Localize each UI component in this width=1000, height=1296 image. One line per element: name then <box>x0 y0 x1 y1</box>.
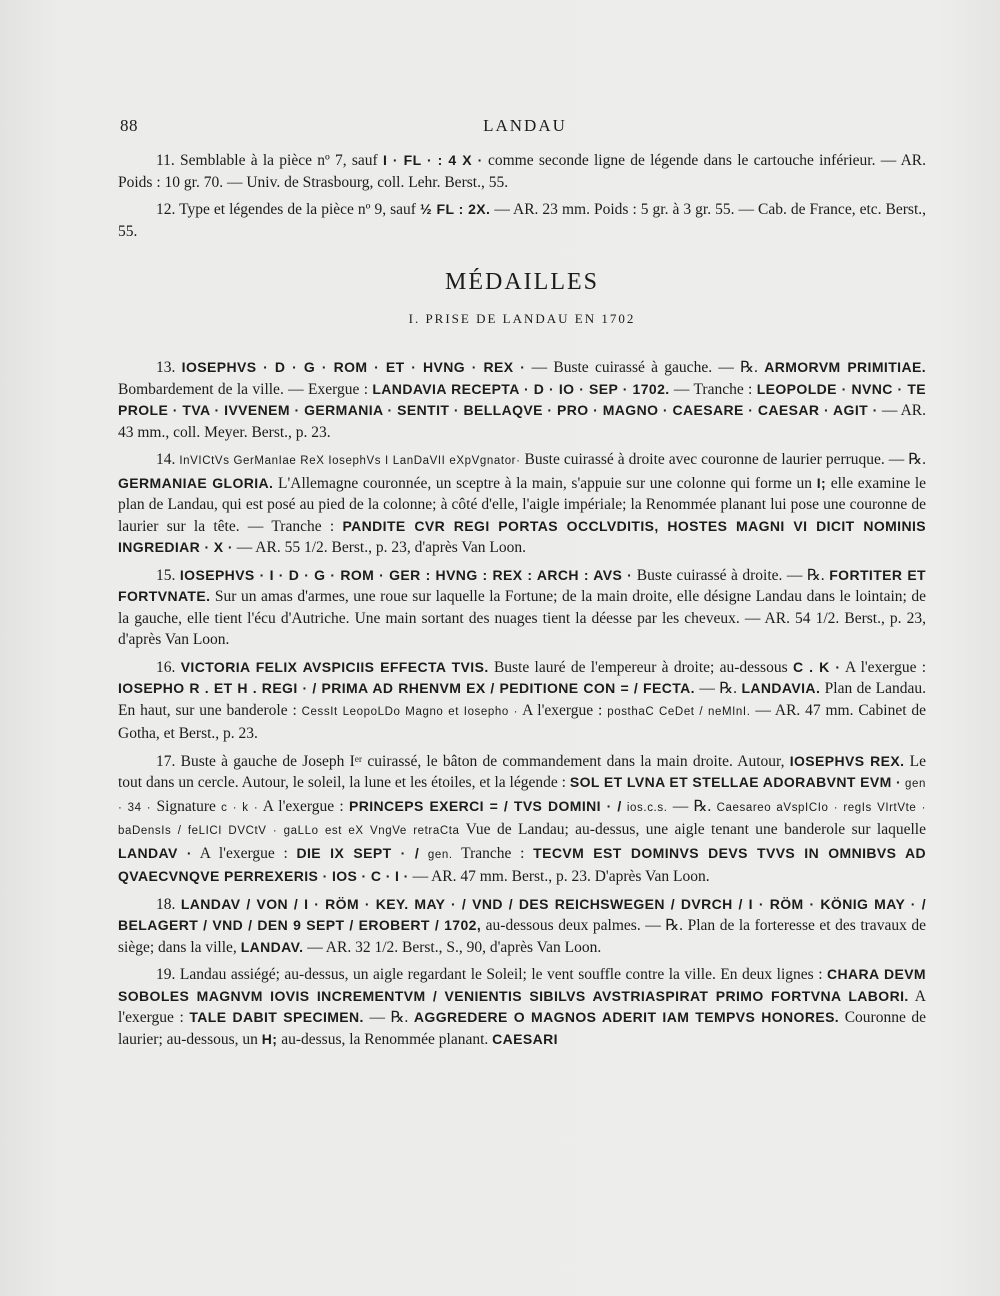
legend-text: DIE IX SEPT · / <box>296 844 420 861</box>
entry-text: Bombardement de la ville. — Exergue : <box>118 380 368 398</box>
entry-14 <box>118 449 926 559</box>
entry-text: A l'exergue : <box>522 701 603 719</box>
legend-text: CHARA DEVM SOBOLES MAGNVM IOVIS INCREMENTVM / VENIENTIS SIBILVS AVSTRIASPIRAT PRIMO FORTVNA LABORI. <box>118 966 926 1004</box>
entry-text: A l'exergue : <box>199 844 288 862</box>
legend-text: C . K · <box>792 658 841 675</box>
legend-text: posthaC CeDet / neMInI. <box>607 705 751 718</box>
entry-number: 13. <box>156 359 176 376</box>
entry-16 <box>118 657 926 745</box>
legend-text: FORTITER ET FORTVNATE. <box>118 566 927 604</box>
entry-text: 12. Type et légendes de la pièce nº 9, sauf <box>156 201 416 218</box>
entry-text: Le tout dans un cercle. Autour, le soleil, la lune et les étoiles, et la légende : <box>118 752 926 791</box>
legend-text: ios.c.s. <box>626 801 668 814</box>
entry-number: 16. <box>156 658 176 676</box>
legend-text: gen · 34 · <box>118 778 927 814</box>
entry-text: Plan de Landau. En haut, sur une banderole : <box>118 680 927 719</box>
legend-text: IOSEPHVS REX. <box>789 752 905 769</box>
legend-text: PRINCEPS EXERCI = / TVS DOMINI · / <box>349 797 622 814</box>
entry-text: Buste lauré de l'empereur à droite; au-dessous <box>493 658 788 676</box>
entry-text: — ℞. <box>672 797 712 815</box>
legend-text: CessIt LeopoLDo Magno et Iosepho · <box>301 705 519 718</box>
entry-number: 18. <box>156 895 176 913</box>
entry-text: — Tranche : <box>673 380 753 398</box>
entry-text: Couronne de laurier; au-dessous, un <box>118 1009 927 1048</box>
running-title: LANDAU <box>483 116 567 135</box>
legend-text: LANDAV / VON / I · RÖM · KEY. MAY · / VND / DES REICHSWEGEN / DVRCH / I · RÖM · KÖNIG MAY · / BELAGERT / VND / DEN 9 SEPT / EROBERT / 1702, <box>118 895 926 933</box>
legend-text: LANDAVIA RECEPTA · D · IO · SEP · 1702. <box>372 380 670 397</box>
entry-text: Buste cuirassé à droite. — ℞. <box>636 566 825 584</box>
entry-17 <box>118 751 926 888</box>
page-header <box>120 116 930 140</box>
entry-text: A l'exergue : <box>262 797 344 815</box>
entry-text: 19. Landau assiégé; au-dessus, un aigle regardant le Soleil; le vent souffle contre la ville. En deux lignes : <box>156 966 823 983</box>
entry-text: Signature <box>156 797 216 815</box>
entry-text: — AR. 47 mm. Cabinet de Gotha, et Berst., p. 23. <box>118 701 927 742</box>
legend-text: IOSEPHO R . ET H . REGI · / PRIMA AD RHENVM EX / PEDITIONE CON = / FECTA. <box>118 680 695 696</box>
entry-text: 17. Buste à gauche de Joseph Iᵉʳ cuirassé, le bâton de commandement dans la main droite. Autour, <box>156 752 785 770</box>
legend-text: H; <box>261 1030 278 1047</box>
entry-text: 11. Semblable à la pièce nº 7, sauf <box>156 152 378 169</box>
legend-text: PANDITE CVR REGI PORTAS OCCLVDITIS, HOSTES MAGNI VI DICIT NOMINIS INGREDIAR · X · <box>118 517 927 555</box>
entry-text: — ℞. <box>369 1009 409 1026</box>
entry-text: — AR. 43 mm., coll. Meyer. Berst., p. 23. <box>118 402 926 441</box>
entry-text: au-dessus, la Renommée planant. <box>281 1030 489 1048</box>
section-title: MÉDAILLES <box>445 269 599 295</box>
legend-text: I; <box>816 474 827 491</box>
entry-text: A l'exergue : <box>118 987 926 1026</box>
entry-13 <box>118 357 926 443</box>
page-number: 88 <box>120 116 138 135</box>
entry-15 <box>118 565 926 651</box>
entry-text: — ℞. <box>699 680 738 697</box>
subsection-title: I. PRISE DE LANDAU EN 1702 <box>408 310 636 326</box>
entry-text: — Buste cuirassé à gauche. — ℞. <box>531 359 758 376</box>
legend-text: LANDAVIA. <box>741 680 821 696</box>
legend-text: TECVM EST DOMINVS DEVS TVVS IN OMNIBVS AD QVAECVNQVE PERREXERIS · IOS · C · I · <box>118 844 927 884</box>
legend-text: LEOPOLDE · NVNC · TE PROLE · TVA · IVVENEM · GERMANIA · SENTIT · BELLAQVE · PRO · MAGNO · CAESARE · CAESAR · AGIT · <box>118 380 927 418</box>
entry-text: — AR. 47 mm. Berst., p. 23. D'après Van Loon. <box>412 868 710 885</box>
entry-text: — AR. 23 mm. Poids : 5 gr. à 3 gr. 55. — Cab. de France, etc. Berst., 55. <box>118 201 927 240</box>
entry-text: Buste cuirassé à droite avec couronne de laurier perruque. — ℞. <box>524 451 927 468</box>
entry-text: Tranche : <box>461 844 525 862</box>
entry-19 <box>118 964 926 1050</box>
legend-text: LANDAV · <box>118 844 192 861</box>
entry-text: Sur un amas d'armes, une roue sur laquelle la Fortune; de la main droite, elle désigne Landau dans le lointain; de la gauche, elle tient l'écu d'Autriche. Une main sortant des nuages tient la déesse par les cheveux. — AR. 54 1/2. Berst., p. 23, d'après Van Loon. <box>118 588 926 648</box>
page-body <box>118 150 926 1056</box>
legend-text: c · k · <box>221 801 259 814</box>
entry-12 <box>118 199 926 242</box>
entry-18 <box>118 894 926 959</box>
legend-text: LANDAV. <box>240 938 304 955</box>
legend-text: CAESARI <box>492 1030 558 1047</box>
entry-text: — AR. 55 1/2. Berst., p. 23, d'après Van Loon. <box>236 539 527 556</box>
legend-text: IOSEPHVS · D · G · ROM · ET · HVNG · REX · <box>181 359 526 375</box>
entry-text: A l'exergue : <box>844 658 927 676</box>
entry-text: Vue de Landau; au-dessus, une aigle tenant une banderole sur laquelle <box>465 821 926 838</box>
legend-text: gen. <box>427 848 453 861</box>
legend-text: I · FL · : 4 X · <box>382 152 483 168</box>
entry-text: comme seconde ligne de légende dans le cartouche inférieur. — AR. Poids : 10 gr. 70. — Univ. de Strasbourg, coll. Lehr. Berst., 55. <box>118 152 927 191</box>
legend-text: GERMANIAE GLORIA. <box>118 474 274 491</box>
legend-text: ½ FL : 2X. <box>420 201 491 217</box>
entry-11 <box>118 150 926 193</box>
legend-text: InVICtVs GerManIae ReX IosephVs I LanDaVII eXpVgnator· <box>179 455 521 467</box>
entry-number: 15. <box>156 566 176 584</box>
legend-text: VICTORIA FELIX AVSPICIIS EFFECTA TVIS. <box>180 658 489 675</box>
entry-text: elle examine le plan de Landau, qui est posé au pied de la colonne; à côté d'elle, l'aigle impériale; la Renommée planant lui pose une couronne de laurier sur la tête. — Tranche : <box>118 474 927 535</box>
legend-text: ARMORVM PRIMITIAE. <box>764 359 926 375</box>
legend-text: IOSEPHVS · I · D · G · ROM · GER : HVNG : REX : ARCH : AVS · <box>179 566 633 583</box>
legend-text: AGGREDERE O MAGNOS ADERIT IAM TEMPVS HONORES. <box>413 1009 840 1025</box>
entry-text: au-dessous deux palmes. — ℞. Plan de la forteresse et des travaux de siège; dans la ville, <box>118 917 926 956</box>
legend-text: SOL ET LVNA ET STELLAE ADORABVNT EVM · <box>569 774 902 790</box>
entry-number: 14. <box>156 451 176 468</box>
legend-text: Caesareo aVspICIo · regIs VIrtVte · baDensIs / feLICI DVCtV · gaLLo est eX VngVe retraCta <box>118 801 927 837</box>
legend-text: TALE DABIT SPECIMEN. <box>189 1009 364 1025</box>
entry-text: L'Allemagne couronnée, un sceptre à la main, s'appuie sur une colonne qui forme un <box>277 474 813 492</box>
entry-text: — AR. 32 1/2. Berst., S., 90, d'après Van Loon. <box>307 938 602 956</box>
